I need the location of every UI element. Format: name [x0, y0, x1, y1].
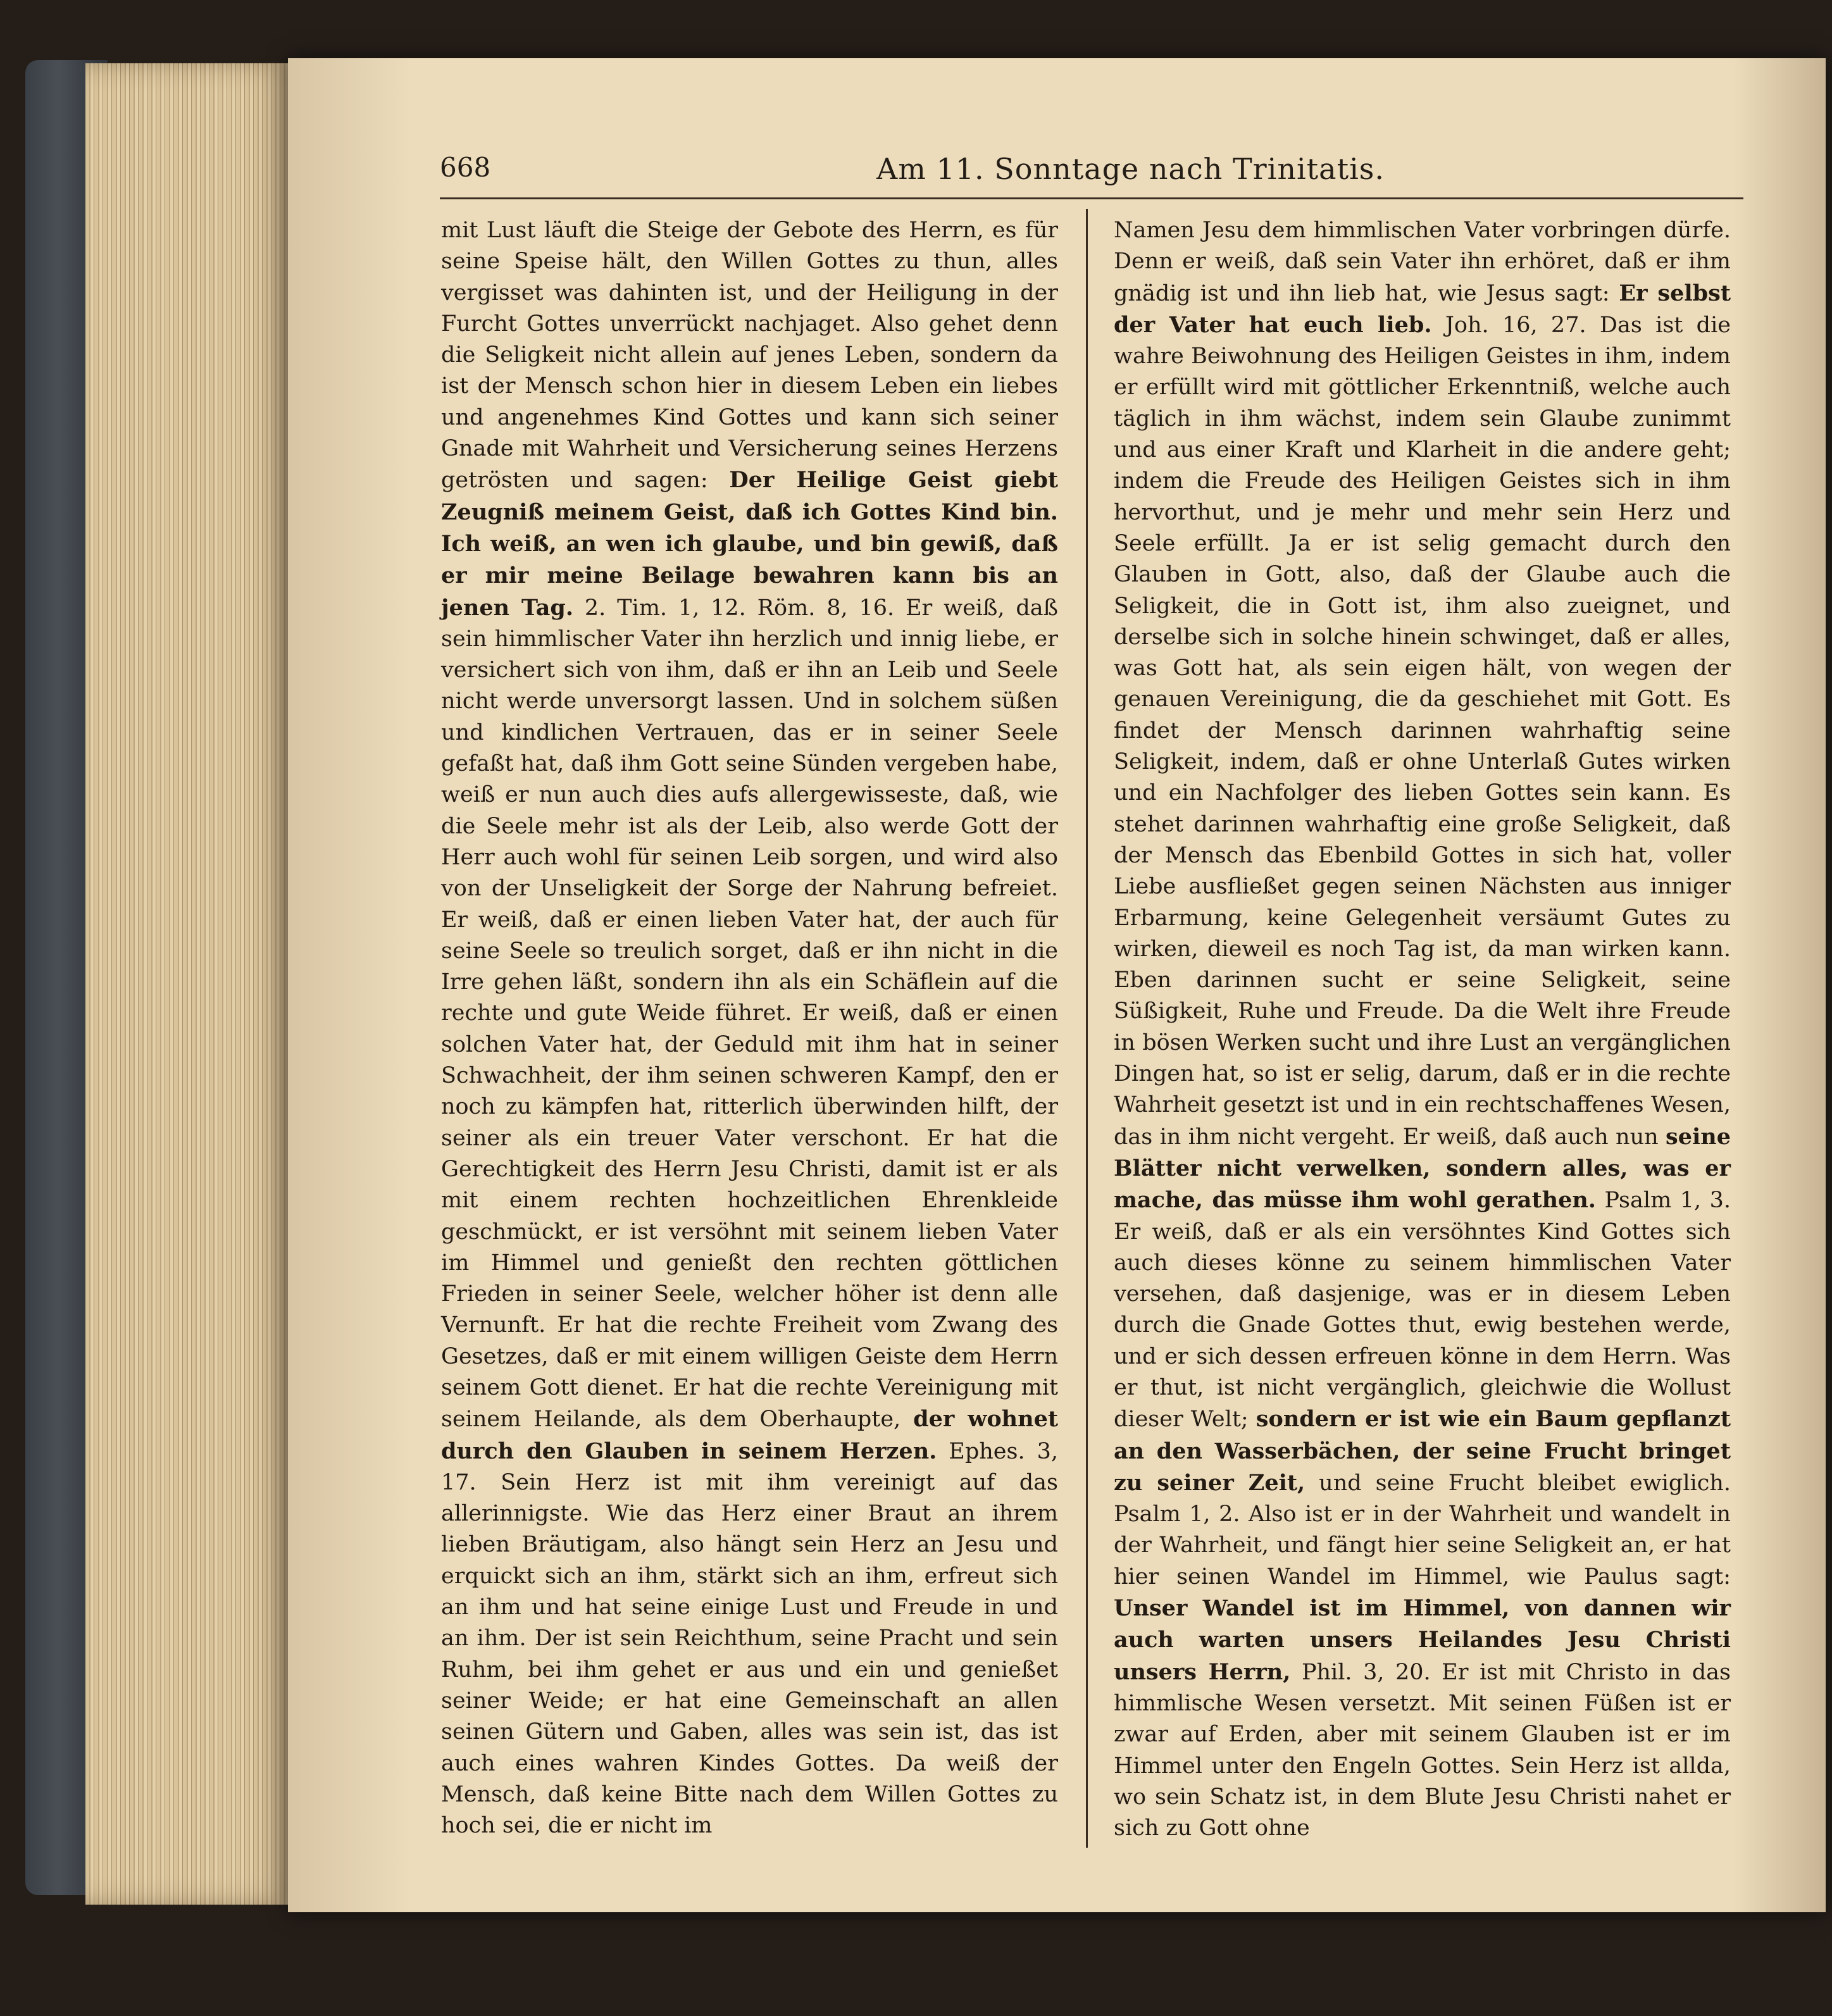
text-run: mit Lust läuft die Steige der Gebote des Herrn, es für seine Speise hält, den Willen Gottes zu thun, alles vergisset was dahinten ist, und der Heiligung in der Furcht Gottes unverrückt nachjaget. Also gehet denn die Seligkeit nicht allein auf jenes Leben, sondern da ist der Mensch schon hier in diesem Leben ein liebes und angenehmes Kind Gottes und kann sich seiner Gnade mit Wahrheit und Versicherung seines Herzens getrösten und sagen:	[441, 218, 1058, 494]
right-column	[1114, 215, 1731, 1844]
left-column	[441, 215, 1058, 1841]
page-number: 668	[440, 152, 491, 183]
text-run: Psalm 1, 3. Er weiß, daß er als ein versöhntes Kind Gottes sich auch dieses könne zu seinem himmlischen Vater versehen, daß dasjenige, was er in diesem Leben durch die Gnade Gottes thut, ewig bestehen werde, und er sich dessen erfreuen könne in dem Herrn. Was er thut, ist nicht vergänglich, gleichwie die Wollust dieser Welt;	[1114, 1188, 1731, 1433]
emphasized-text-run: Der Heilige Geist giebt Zeugniß meinem Geist, daß ich Gottes Kind bin. Ich weiß, an wen ich glaube, und bin gewiß, daß er mir meine Beilage bewahren kann bis an jenen Tag.	[441, 467, 1058, 621]
running-title: Am 11. Sonntage nach Trinitatis.	[876, 152, 1385, 186]
text-run: und seine Frucht bleibet ewiglich. Psalm 1, 2. Also ist er in der Wahrheit und wandelt in der Wahrheit, und fängt hier seine Seligkeit an, er hat hier seinen Wandel im Himmel, wie Paulus sagt:	[1114, 1470, 1731, 1590]
emphasized-text-run: seine Blätter nicht verwelken, sondern alles, was er mache, das müsse ihm wohl gerathen.	[1114, 1123, 1731, 1214]
text-run: Ephes. 3, 17. Sein Herz ist mit ihm vereinigt auf das allerinnigste. Wie das Herz einer Braut an ihrem lieben Bräutigam, also hängt sein Herz an Jesu und erquickt sich an ihm, stärkt sich an ihm, erfreut sich an ihm und hat seine einige Lust und Freude in und an ihm. Der ist sein Reichthum, seine Pracht und sein Ruhm, bei ihm gehet er aus und ein und genießet seiner Weide; er hat eine Gemeinschaft an allen seinen Gütern und Gaben, alles was sein ist, das ist auch eines wahren Kindes Gottes. Da weiß der Mensch, daß keine Bitte nach dem Willen Gottes zu hoch sei, die er nicht im	[441, 1438, 1058, 1839]
column-divider	[1086, 209, 1088, 1848]
header-rule	[440, 197, 1743, 199]
emphasized-text-run: der wohnet durch den Glauben in seinem Herzen.	[441, 1406, 1059, 1464]
text-run: Joh. 16, 27. Das ist die wahre Beiwohnung des Heiligen Geistes in ihm, indem er erfüllt wird mit göttlicher Erkenntniß, welche auch täglich in ihm wächst, indem sein Glaube zunimmt und aus einer Kraft und Klarheit in die andere geht; indem die Freude des Heiligen Geistes sich in ihm hervorthut, und je mehr und mehr sein Herz und Seele erfüllt. Ja er ist selig gemacht durch den Glauben in Gott, also, daß der Glaube auch die Seligkeit, die in Gott ist, ihm also zueignet, und derselbe sich in solche hinein schwinget, daß er alles, was Gott hat, als sein eigen hält, von wegen der genauen Vereinigung, die da geschiehet mit Gott. Es findet der Mensch darinnen wahrhaftig seine Seligkeit, indem, daß er ohne Unterlaß Gutes wirken und ein Nachfolger des lieben Gottes sein kann. Es stehet darinnen wahrhaftig eine große Seligkeit, daß der Mensch das Ebenbild Gottes in sich hat, voller Liebe ausfließet gegen seinen Nächsten aus inniger Erbarmung, keine Gelegenheit versäumt Gutes zu wirken, dieweil es noch Tag ist, da man wirken kann. Eben darinnen sucht er seine Seligkeit, seine Süßigkeit, Ruhe und Freude. Da die Welt ihre Freude in bösen Werken sucht und ihre Lust an vergänglichen Dingen hat, so ist er selig, darum, daß er in die rechte Wahrheit gesetzt ist und in ein rechtschaffenes Wesen, das in ihm nicht vergeht. Er weiß, daß auch nun	[1114, 312, 1731, 1150]
page-header	[440, 152, 1743, 196]
text-run: 2. Tim. 1, 12. Röm. 8, 16. Er weiß, daß sein himmlischer Vater ihn herzlich und innig liebe, er versichert sich von ihm, daß er ihn an Leib und Seele nicht werde unversorgt lassen. Und in solchem süßen und kindlichen Vertrauen, das er in seiner Seele gefaßt hat, daß ihm Gott seine Sünden vergeben habe, weiß er nun auch dies aufs allergewisseste, daß, wie die Seele mehr ist als der Leib, also werde Gott der Herr auch wohl für seinen Leib sorgen, und wird also von der Unseligkeit der Sorge der Nahrung befreiet. Er weiß, daß er einen lieben Vater hat, der auch für seine Seele so treulich sorget, daß er ihn nicht in die Irre gehen läßt, sondern ihn als ein Schäflein auf die rechte und gute Weide führet. Er weiß, daß er einen solchen Vater hat, der Geduld mit ihm hat in seiner Schwachheit, der ihm seinen schweren Kampf, den er noch zu kämpfen hat, ritterlich überwinden hilft, der seiner als ein treuer Vater verschont. Er hat die Gerechtigkeit des Herrn Jesu Christi, damit ist er als mit einem rechten hochzeitlichen Ehrenkleide geschmückt, er ist versöhnt mit seinem lieben Vater im Himmel und genießt den rechten göttlichen Frieden in seiner Seele, welcher höher ist denn alle Vernunft. Er hat die rechte Freiheit vom Zwang des Gesetzes, daß er mit einem willigen Geiste dem Herrn seinem Gott dienet. Er hat die rechte Vereinigung mit seinem Heilande, als dem Oberhaupte,	[441, 595, 1058, 1433]
left-column-paragraph	[441, 215, 1058, 1841]
right-column-paragraph	[1114, 215, 1731, 1844]
emphasized-text-run: sondern er ist wie ein Baum gepflanzt an den Wasserbächen, der seine Frucht bringet zu seiner Zeit,	[1114, 1406, 1731, 1496]
emphasized-text-run: Unser Wandel ist im Himmel, von dannen wir auch warten unsers Heilandes Jesu Christi unsers Herrn,	[1114, 1595, 1731, 1685]
page-edges	[85, 63, 294, 1905]
emphasized-text-run: Er selbst der Vater hat euch lieb.	[1114, 280, 1731, 338]
text-run: Namen Jesu dem himmlischen Vater vorbringen dürfe. Denn er weiß, daß sein Vater ihn erhöret, daß er ihm gnädig ist und ihn lieb hat, wie Jesus sagt:	[1114, 218, 1731, 306]
text-run: Phil. 3, 20. Er ist mit Christo in das himmlische Wesen versetzt. Mit seinen Füßen ist er zwar auf Erden, aber mit seinem Glauben ist er im Himmel unter den Engeln Gottes. Sein Herz ist allda, wo sein Schatz ist, in dem Blute Jesu Christi nahet er sich zu Gott ohne	[1114, 1659, 1731, 1841]
